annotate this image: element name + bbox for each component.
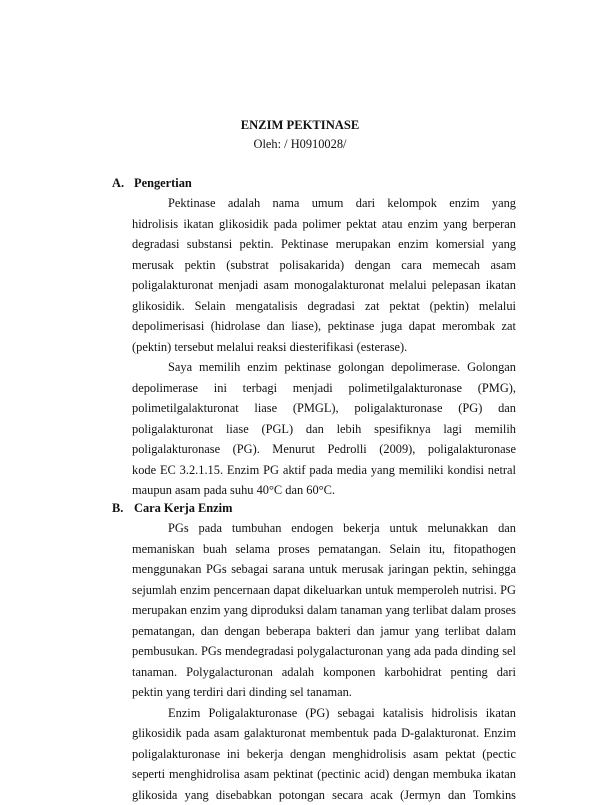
paragraph-line: sejumlah enzim pencernaan dapat dikeluarkan untuk memperoleh nutrisi. PG bbox=[132, 580, 516, 601]
paragraph-line: pembusukan. PGs mendegradasi polygalacturonan yang ada pada dinding sel bbox=[132, 641, 516, 662]
paragraph-line: pematangan, dan dengan beberapa bakteri dan jamur yang terlibat dalam bbox=[132, 621, 516, 642]
paragraph-line: Enzim Poligalakturonase (PG) sebagai katalisis hidrolisis ikatan bbox=[132, 703, 516, 724]
paragraph-line: glikosidik. Selain mengatalisis degradasi zat pektat (pektin) melalui bbox=[132, 296, 516, 317]
paragraph-line: depolimerisasi (hidrolase dan liase), pektinase juga dapat merombak zat bbox=[132, 316, 516, 337]
paragraph-line: polimetilgalakturonat liase (PMGL), poligalakturonase (PG) dan bbox=[132, 398, 516, 419]
paragraph-line: poligalakturonat liase (PGL) dan lebih spesifiknya lagi memilih bbox=[132, 419, 516, 440]
document-author: Oleh: / H0910028/ bbox=[0, 134, 600, 155]
section-a-body bbox=[132, 193, 516, 501]
paragraph-line: merupakan enzim yang diproduksi dalam tanaman yang terlibat dalam proses bbox=[132, 600, 516, 621]
paragraph-line: Saya memilih enzim pektinase golongan depolimerase. Golongan bbox=[132, 357, 516, 378]
paragraph-line: PGs pada tumbuhan endogen bekerja untuk melunakkan dan bbox=[132, 518, 516, 539]
paragraph-line: glikosida yang disebabkan potongan secara acak (Jermyn dan Tomkins bbox=[132, 785, 516, 805]
paragraph-line: hidrolisis ikatan glikosidik pada polimer pektat atau enzim yang berperan bbox=[132, 214, 516, 235]
document-title: ENZIM PEKTINASE bbox=[0, 115, 600, 136]
section-a-title: Pengertian bbox=[134, 176, 192, 190]
section-b-title: Cara Kerja Enzim bbox=[134, 501, 232, 515]
paragraph-line: maupun asam pada suhu 40°C dan 60°C. bbox=[132, 480, 516, 501]
section-b-letter: B. bbox=[112, 498, 134, 519]
paragraph-line: menggunakan PGs sebagai sarana untuk merusak jaringan pektin, sehingga bbox=[132, 559, 516, 580]
paragraph-line: poligalakturonase (PG). Menurut Pedrolli (2009), poligalakturonase bbox=[132, 439, 516, 460]
paragraph-line: depolimerase ini terbagi menjadi polimetilgalakturonase (PMG), bbox=[132, 378, 516, 399]
section-b-body bbox=[132, 518, 516, 805]
paragraph-line: seperti menghidrolisa asam pektinat (pectinic acid) dengan membuka ikatan bbox=[132, 764, 516, 785]
paragraph-line: pektin yang terdiri dari dinding sel tanaman. bbox=[132, 682, 516, 703]
paragraph-line: degradasi substansi pektin. Pektinase merupakan enzim komersial yang bbox=[132, 234, 516, 255]
paragraph-line: poligalakturonat menjadi asam monogalakturonat melalui pelepasan ikatan bbox=[132, 275, 516, 296]
paragraph-line: glikosidik pada asam galakturonat membentuk pada D-galakturonat. Enzim bbox=[132, 723, 516, 744]
section-a-heading bbox=[112, 173, 192, 194]
paragraph-line: poligalakturonase ini bekerja dengan menghidrolisis asam pektat (pectic bbox=[132, 744, 516, 765]
section-b-heading bbox=[112, 498, 232, 519]
section-a-letter: A. bbox=[112, 173, 134, 194]
paragraph-line: merusak pektin (substrat polisakarida) dengan cara memecah asam bbox=[132, 255, 516, 276]
paragraph-line: kode EC 3.2.1.15. Enzim PG aktif pada media yang memiliki kondisi netral bbox=[132, 460, 516, 481]
paragraph-line: (pektin) tersebut melalui reaksi diesterifikasi (esterase). bbox=[132, 337, 516, 358]
paragraph-line: Pektinase adalah nama umum dari kelompok enzim yang bbox=[132, 193, 516, 214]
paragraph-line: memaniskan buah selama proses pematangan. Selain itu, fitopathogen bbox=[132, 539, 516, 560]
paragraph-line: tanaman. Polygalacturonan adalah komponen karbohidrat penting dari bbox=[132, 662, 516, 683]
